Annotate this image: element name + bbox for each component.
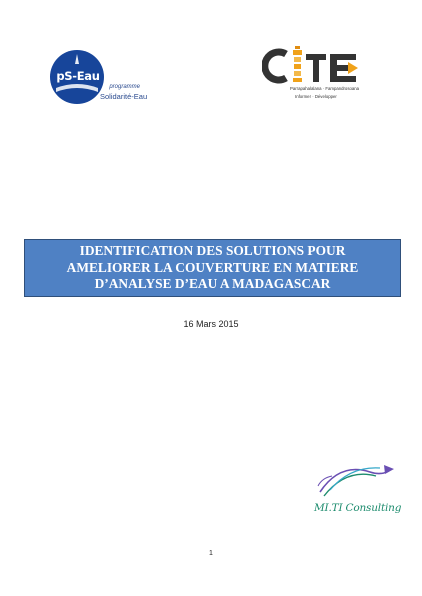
document-date: 16 Mars 2015 [183,319,239,329]
cite-logo [262,44,362,106]
miti-consulting-logo [310,460,400,522]
cite-logo-tagline-2: Informer · Développer [295,94,337,99]
pseau-logo-name: pS-Eau [56,69,100,83]
pseau-logo-subtitle: Solidarité-Eau [100,92,148,101]
page-number: 1 [209,550,213,557]
miti-consulting-logo-text: MI.TI Consulting [314,502,402,514]
document-title-line-2: AMELIORER LA COUVERTURE EN MATIERE [66,259,359,275]
cite-logo-mark [262,44,362,86]
document-title-line-1: IDENTIFICATION DES SOLUTIONS POUR [79,243,346,259]
swoosh-arrow-icon [310,460,400,504]
pseau-logo [50,50,150,106]
document-title-line-3: D’ANALYSE D’EAU A MADAGASCAR [94,276,331,292]
cite-logo-tagline: Parrapahalalana · Fampandrosoana [290,86,360,91]
document-title-box [24,239,401,297]
pseau-logo-program: programme [109,84,140,90]
